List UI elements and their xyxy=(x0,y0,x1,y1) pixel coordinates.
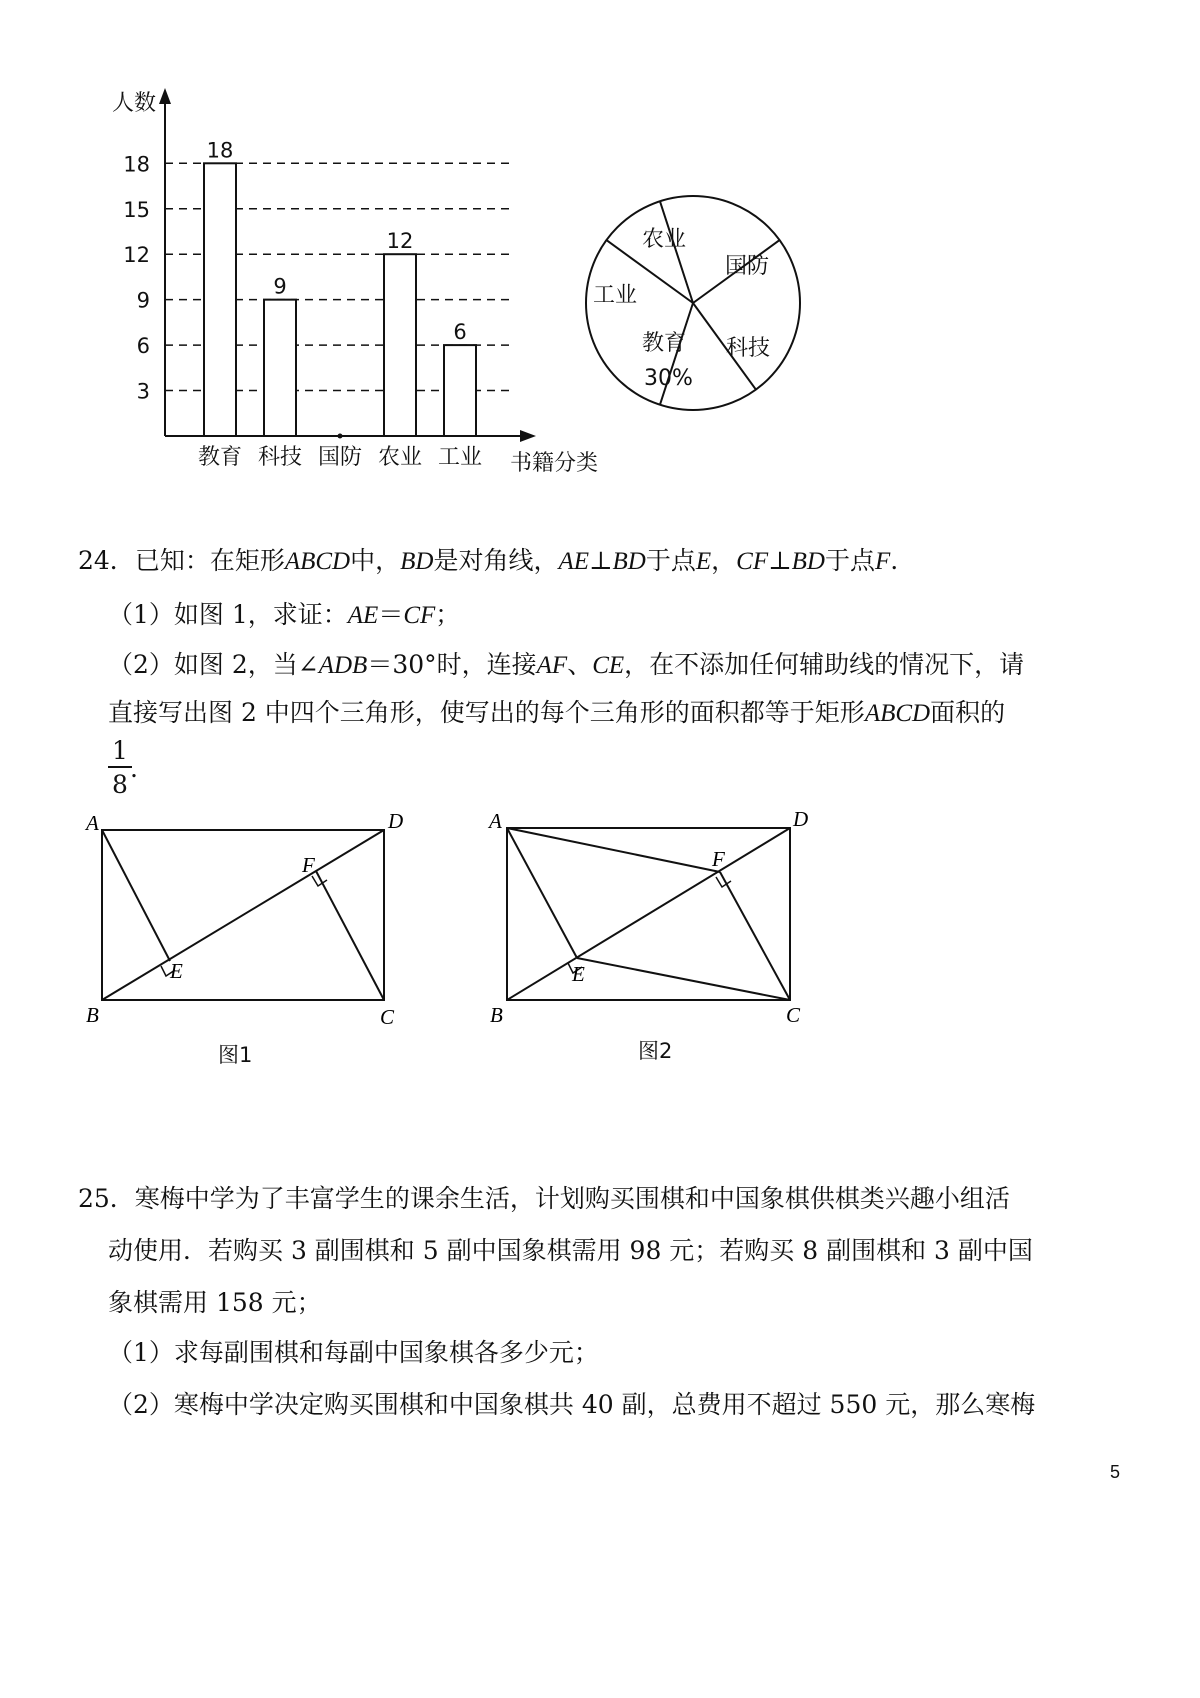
fig1-label-c: C xyxy=(380,1005,395,1029)
fig2-label-a: A xyxy=(489,809,502,833)
x-tick-label: 农业 xyxy=(377,445,423,470)
pie-label-keji: 科技 xyxy=(726,336,771,361)
fig2-label-d: D xyxy=(793,807,809,831)
pie-slice-border xyxy=(660,201,693,303)
fig2-segment-ae xyxy=(507,828,577,958)
x-tick-labels xyxy=(198,445,482,470)
pie-label-nongye: 农业 xyxy=(642,227,687,252)
q24-part2-line2: 直接写出图 2 中四个三角形，使写出的每个三角形的面积都等于矩形ABCD面积的 xyxy=(108,698,1006,727)
page-number: 5 xyxy=(1109,1462,1120,1482)
x-tick-label: 国防 xyxy=(317,445,363,470)
bar xyxy=(264,300,296,436)
bar-data-labels xyxy=(207,138,467,344)
q24-part1: （1）如图 1，求证：AE＝CF； xyxy=(108,600,461,629)
fig2-label-e: E xyxy=(572,962,585,986)
fig2-segment-ce xyxy=(577,958,790,1000)
fig1-label-d: D xyxy=(388,809,404,833)
q24-number: 24． xyxy=(78,546,135,575)
fig2-label-b: B xyxy=(490,1003,503,1027)
fig1-label-a: A xyxy=(86,811,99,835)
pie-label-jiaoyu: 教育 xyxy=(642,331,687,356)
pie-label-jiaoyu-percent: 30% xyxy=(644,366,693,391)
q25-part1: （1）求每副围棋和每副中国象棋各多少元； xyxy=(108,1338,599,1367)
fig1-caption: 图1 xyxy=(218,1043,253,1067)
fig1-segment-ae xyxy=(102,830,170,961)
fraction-denominator: 8 xyxy=(112,770,128,799)
figure-1 xyxy=(70,800,430,1080)
fig1-label-f: F xyxy=(302,853,315,877)
figure-2 xyxy=(480,800,840,1080)
fraction-numerator: 1 xyxy=(112,736,128,765)
bar xyxy=(204,163,236,436)
bar-series xyxy=(204,163,476,438)
y-axis-arrow xyxy=(159,88,171,104)
x-axis-label: 书籍分类 xyxy=(510,451,599,476)
x-tick-label: 科技 xyxy=(257,445,303,470)
y-tick-label: 18 xyxy=(123,152,150,177)
y-tick-label: 15 xyxy=(123,197,150,222)
pie-label-guofang: 国防 xyxy=(725,254,770,279)
y-tick-label: 9 xyxy=(136,288,150,313)
y-tick-label: 12 xyxy=(123,243,150,268)
q24-stem: 24．已知：在矩形ABCD中，BD是对角线，AE⊥BD于点E，CF⊥BD于点F. xyxy=(78,546,899,575)
bar-data-label: 9 xyxy=(273,274,287,299)
fig1-segment-cf xyxy=(316,871,384,1000)
bar-data-label: 18 xyxy=(206,138,234,163)
fig2-segment-af xyxy=(507,828,720,872)
q25-line1: 25．寒梅中学为了丰富学生的课余生活，计划购买围棋和中国象棋供棋类兴趣小组活 xyxy=(78,1184,1010,1213)
q25-line3: 象棋需用 158 元； xyxy=(108,1288,322,1317)
q24-part2-line1: （2）如图 2，当∠ADB＝30°时，连接AF、CE，在不添加任何辅助线的情况下，请 xyxy=(108,650,1025,679)
bar-data-label: 12 xyxy=(386,229,414,254)
fig2-caption: 图2 xyxy=(638,1039,673,1063)
y-tick-labels xyxy=(123,152,150,403)
fig2-segment-cf xyxy=(720,872,790,1000)
pie-label-gongye: 工业 xyxy=(593,283,638,308)
y-axis-label: 人数 xyxy=(112,91,157,116)
bar xyxy=(384,254,416,436)
bar xyxy=(444,345,476,436)
fig2-label-c: C xyxy=(786,1003,801,1027)
x-axis-arrow xyxy=(520,430,536,442)
pie-chart xyxy=(570,180,820,430)
fig1-diagonal-bd xyxy=(102,830,384,1000)
fig2-diagonal-bd xyxy=(507,828,790,1000)
fraction-bar xyxy=(108,766,132,768)
q25-part2: （2）寒梅中学决定购买围棋和中国象棋共 40 副，总费用不超过 550 元，那么寒梅 xyxy=(108,1390,1036,1419)
fig2-label-f: F xyxy=(712,847,725,871)
y-tick-label: 6 xyxy=(136,334,150,359)
fig1-label-e: E xyxy=(170,959,183,983)
fraction-tail: . xyxy=(130,754,138,783)
x-tick-label: 工业 xyxy=(437,445,483,470)
bar-data-label: 6 xyxy=(453,320,467,345)
q25-line2: 动使用．若购买 3 副围棋和 5 副中国象棋需用 98 元；若购买 8 副围棋和 3 副中国 xyxy=(108,1236,1033,1265)
bar-chart xyxy=(0,0,620,500)
y-tick-label: 3 xyxy=(136,379,150,404)
fig1-label-b: B xyxy=(86,1003,99,1027)
x-tick-label: 教育 xyxy=(197,445,243,470)
